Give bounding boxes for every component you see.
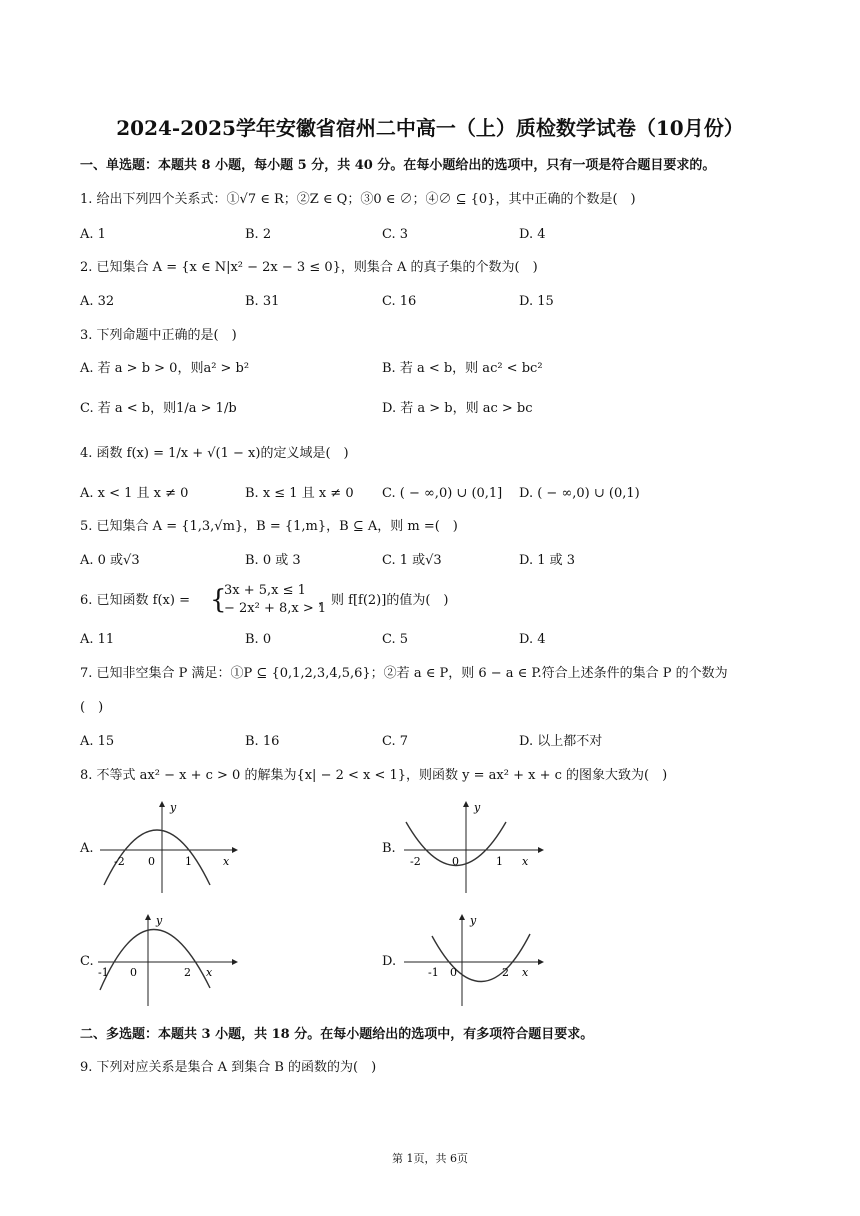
graph-b-y-arrow (463, 801, 469, 807)
q3-option-b: B. 若 a < b，则 ac² < bc² (382, 361, 543, 376)
question-1-stem: 1. 给出下列四个关系式：①√7 ∈ R；②Z ∈ Q；③0 ∈ ∅；④∅ ⊆ {0}，其中正确的个数是( ) (80, 192, 636, 207)
graph-b-label: B. (382, 841, 396, 856)
q4-option-c: C. ( − ∞,0) ∪ (0,1] (382, 486, 503, 501)
graph-c-tick-1: -1 (98, 966, 109, 979)
q3-option-c: C. 若 a < b，则1/a > 1/b (80, 401, 237, 416)
graph-d-curve (432, 934, 530, 982)
q5-option-d: D. 1 或 3 (519, 553, 576, 568)
graph-a-x-arrow (232, 847, 238, 853)
q3-option-d: D. 若 a > b，则 ac > bc (382, 401, 533, 416)
graph-a-label: A. (80, 841, 94, 856)
q6-option-b: B. 0 (245, 632, 272, 647)
graph-a (92, 797, 242, 897)
q7-option-c: C. 7 (382, 734, 409, 749)
graph-d (398, 910, 548, 1010)
question-6-stem-pre: 6. 已知函数 f(x) = (80, 593, 190, 608)
graph-b-x-arrow (538, 847, 544, 853)
question-9-stem: 9. 下列对应关系是集合 A 到集合 B 的函数的为( ) (80, 1060, 377, 1075)
q2-option-b: B. 31 (245, 294, 280, 309)
q5-option-c: C. 1 或√3 (382, 553, 442, 568)
graph-c-curve (100, 929, 210, 990)
question-4-stem: 4. 函数 f(x) = 1/x + √(1 − x)的定义域是( ) (80, 446, 349, 461)
graph-d-label: D. (382, 954, 397, 969)
q1-option-d: D. 4 (519, 227, 546, 242)
q1-option-b: B. 2 (245, 227, 272, 242)
graph-b-tick-2: 0 (452, 855, 459, 868)
q1-option-c: C. 3 (382, 227, 409, 242)
graph-a-axis-y-label: y (170, 801, 177, 814)
page-footer: 第 1页，共 6页 (392, 1152, 468, 1165)
graph-b-tick-1: -2 (410, 855, 421, 868)
graph-d-axis-x-label: x (522, 966, 529, 979)
q2-option-c: C. 16 (382, 294, 417, 309)
q2-option-a: A. 32 (80, 294, 115, 309)
graph-c-y-arrow (145, 914, 151, 920)
question-6-stem-post: ，则 f[f(2)]的值为( ) (318, 593, 449, 608)
q5-option-b: B. 0 或 3 (245, 553, 301, 568)
question-7-stem: 7. 已知非空集合 P 满足：①P ⊆ {0,1,2,3,4,5,6}；②若 a ∈ P，则 6 − a ∈ P.符合上述条件的集合 P 的个数为 (80, 666, 728, 681)
question-3-stem: 3. 下列命题中正确的是( ) (80, 328, 237, 343)
q2-option-d: D. 15 (519, 294, 554, 309)
graph-c-tick-2: 0 (130, 966, 137, 979)
section-multi-choice-heading: 二、多选题：本题共 3 小题，共 18 分。在每小题给出的选项中，有多项符合题目要求。 (80, 1027, 594, 1042)
graph-d-tick-1: -1 (428, 966, 439, 979)
graph-b-axis-x-label: x (522, 855, 529, 868)
q6-option-d: D. 4 (519, 632, 546, 647)
question-2-stem: 2. 已知集合 A = {x ∈ N|x² − 2x − 3 ≤ 0}，则集合 A 的真子集的个数为( ) (80, 260, 538, 275)
q5-option-a: A. 0 或√3 (80, 553, 140, 568)
q7-option-d: D. 以上都不对 (519, 734, 603, 749)
graph-d-axis-y-label: y (470, 914, 477, 927)
graph-c-axis-x-label: x (206, 966, 213, 979)
graph-a-axis-x-label: x (223, 855, 230, 868)
graph-a-y-arrow (159, 801, 165, 807)
section-single-choice-heading: 一、单选题：本题共 8 小题，每小题 5 分，共 40 分。在每小题给出的选项中，只有一项是符合题目要求的。 (80, 158, 716, 173)
q6-option-a: A. 11 (80, 632, 115, 647)
graph-a-tick-2: 0 (148, 855, 155, 868)
graph-c-label: C. (80, 954, 94, 969)
q4-option-b: B. x ≤ 1 且 x ≠ 0 (245, 486, 354, 501)
graph-c-x-arrow (232, 959, 238, 965)
graph-c (92, 910, 242, 1010)
graph-d-tick-2: 0 (450, 966, 457, 979)
graph-c-tick-3: 2 (184, 966, 191, 979)
graph-b (398, 797, 548, 897)
q3-option-a: A. 若 a > b > 0，则a² > b² (80, 361, 250, 376)
piecewise-brace: { (210, 585, 227, 615)
question-7-stem-cont: ( ) (80, 700, 104, 715)
graph-d-y-arrow (459, 914, 465, 920)
piecewise-case-1: 3x + 5,x ≤ 1 (224, 583, 306, 598)
question-8-stem: 8. 不等式 ax² − x + c > 0 的解集为{x| − 2 < x < 1}，则函数 y = ax² + x + c 的图象大致为( ) (80, 768, 668, 783)
graph-a-tick-3: 1 (185, 855, 192, 868)
graph-d-tick-3: 2 (502, 966, 509, 979)
graph-b-tick-3: 1 (496, 855, 503, 868)
q7-option-b: B. 16 (245, 734, 280, 749)
graph-c-axis-y-label: y (156, 914, 163, 927)
q6-option-c: C. 5 (382, 632, 409, 647)
q4-option-a: A. x < 1 且 x ≠ 0 (80, 486, 189, 501)
piecewise-case-2: − 2x² + 8,x > 1 (224, 601, 327, 616)
question-5-stem: 5. 已知集合 A = {1,3,√m}，B = {1,m}，B ⊆ A，则 m =( ) (80, 519, 458, 534)
q7-option-a: A. 15 (80, 734, 115, 749)
q1-option-a: A. 1 (80, 227, 106, 242)
q4-option-d: D. ( − ∞,0) ∪ (0,1) (519, 486, 640, 501)
graph-a-tick-1: -2 (114, 855, 125, 868)
graph-b-axis-y-label: y (474, 801, 481, 814)
exam-title: 2024-2025学年安徽省宿州二中高一（上）质检数学试卷（10月份） (116, 116, 744, 140)
graph-d-x-arrow (538, 959, 544, 965)
